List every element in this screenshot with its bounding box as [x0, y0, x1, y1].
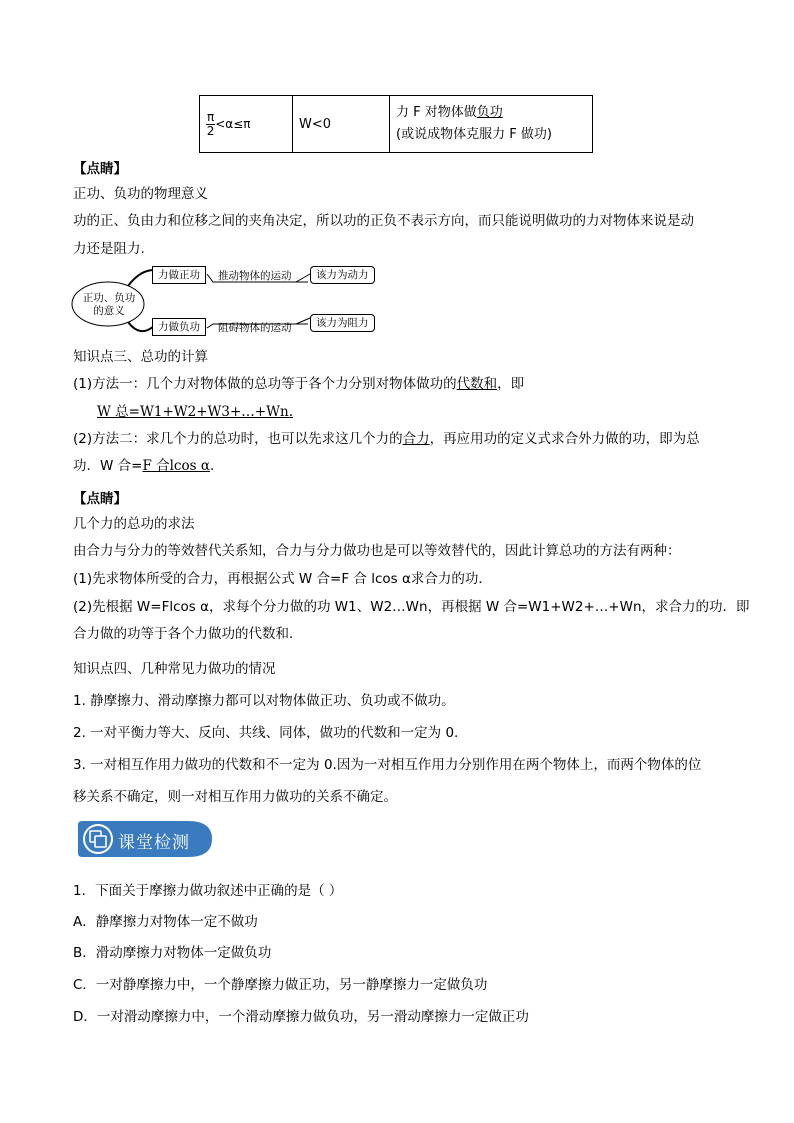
kp3-method1-formula: W 总=W1+W2+W3+…+Wn. [97, 404, 293, 420]
tip2-line1: 由合力与分力的等效替代关系知，合力与分力做功也是可以等效替代的，因此计算总功的方法有两种： [73, 543, 681, 559]
kp3-method2-end: ，再应用功的定义式求合外力做的功，即为总 [429, 431, 700, 447]
angle-work-table [199, 95, 593, 153]
kp3-title: 知识点三、总功的计算 [73, 349, 208, 365]
section-badge [78, 821, 212, 857]
work-value: W<0 [299, 116, 332, 132]
section-label: 课堂检测 [118, 833, 190, 853]
work-cell [293, 96, 390, 153]
effect-prefix: 力 F 对物体做 [396, 105, 477, 120]
negative-result-box: 该力为阻力 [310, 314, 375, 332]
tip1-heading: 【点睛】 [73, 161, 127, 177]
negative-work-box: 力做负功 [152, 318, 206, 336]
effect-line1 [396, 102, 586, 124]
work-meaning-diagram [70, 262, 410, 342]
question1-option-c: C．一对静摩擦力中，一个静摩擦力做正功，另一静摩擦力一定做负功 [73, 977, 488, 993]
question1-option-d: D．一对滑动摩擦力中，一个滑动摩擦力做负功，另一滑动摩擦力一定做正功 [73, 1009, 529, 1025]
copy-icon [87, 828, 109, 850]
kp3-method2-text: (2)方法二：求几个力的总功时，也可以先求这几个力的 [73, 431, 403, 447]
kp4-item2: 2. 一对平衡力等大、反向、共线、同体，做功的代数和一定为 0. [73, 725, 459, 741]
tip1-body-line1: 功的正、负由力和位移之间的夹角决定，所以功的正负不表示方向，而只能说明做功的力对物体来说是动 [73, 213, 694, 229]
tip2-heading: 【点睛】 [73, 491, 127, 507]
kp3-method1 [73, 375, 524, 393]
kp3-method2 [73, 430, 700, 448]
kp3-method1-underlined: 代数和 [456, 376, 498, 392]
angle-denominator: 2 [206, 123, 215, 138]
kp4-item1: 1. 静摩擦力、滑动摩擦力都可以对物体做正功、负功或不做功。 [73, 693, 455, 709]
tip2-line3: (2)先根据 W=Flcos α，求每个分力做的功 W1、W2…Wn，再根据 W 合=W1+W2+…+Wn，求合力的功．即 [73, 599, 750, 615]
kp4-item3-line2: 移关系不确定，则一对相互作用力做功的关系不确定。 [73, 789, 397, 805]
kp3-method2-line2-end: . [209, 458, 215, 474]
negative-work-text: 阻碍物体的运动 [218, 322, 292, 334]
upper-arrow [128, 270, 154, 286]
effect-underlined: 负功 [476, 105, 503, 120]
kp4-title: 知识点四、几种常见力做功的情况 [73, 661, 276, 677]
kp3-method1-text: (1)方法一：几个力对物体做的总功等于各个力分别对物体做功的 [73, 376, 457, 392]
lower-arrow [128, 322, 154, 331]
positive-result-box: 该力为动力 [310, 266, 375, 284]
angle-fraction [206, 111, 215, 138]
center-label-line1: 正功、负功 [82, 292, 136, 304]
lower-result-line [296, 318, 310, 324]
question1-option-b: B．滑动摩擦力对物体一定做负功 [73, 945, 272, 961]
angle-numerator: π [207, 109, 215, 124]
center-label-line2: 的意义 [93, 305, 125, 317]
question1-option-a: A．静摩擦力对物体一定不做功 [73, 914, 258, 930]
effect-cell [390, 96, 593, 153]
tip2-line2: (1)先求物体所受的合力，再根据公式 W 合=F 合 lcos α求合力的功． [73, 571, 492, 587]
tip2-subtitle: 几个力的总功的求法 [73, 516, 195, 532]
kp3-method2-prefix: 功．W 合= [73, 458, 143, 474]
table-row [200, 96, 593, 153]
kp3-method2-formula: F 合lcos α [142, 458, 210, 474]
question1-stem: 1．下面关于摩擦力做功叙述中正确的是（ ） [73, 883, 343, 899]
tip1-subtitle: 正功、负功的物理意义 [73, 186, 208, 202]
effect-note: (或说成物体克服力 F 做功) [396, 127, 552, 142]
tip2-line4: 合力做的功等于各个力做功的代数和． [73, 626, 303, 642]
center-label [80, 292, 138, 318]
positive-work-text: 推动物体的运动 [218, 270, 292, 282]
tip1-body-line2: 力还是阻力. [73, 241, 145, 257]
upper-result-line [296, 274, 310, 282]
positive-work-box: 力做正功 [152, 266, 206, 284]
kp4-item3-line1: 3. 一对相互作用力做功的代数和不一定为 0.因为一对相互作用力分别作用在两个物体上，而两个物体的位 [73, 757, 702, 773]
kp3-method2-underlined: 合力 [402, 431, 430, 447]
kp3-method1-end: ，即 [497, 376, 525, 392]
kp3-method2-line2 [73, 457, 214, 475]
angle-range: <α≤π [215, 116, 251, 131]
angle-cell [200, 96, 293, 153]
